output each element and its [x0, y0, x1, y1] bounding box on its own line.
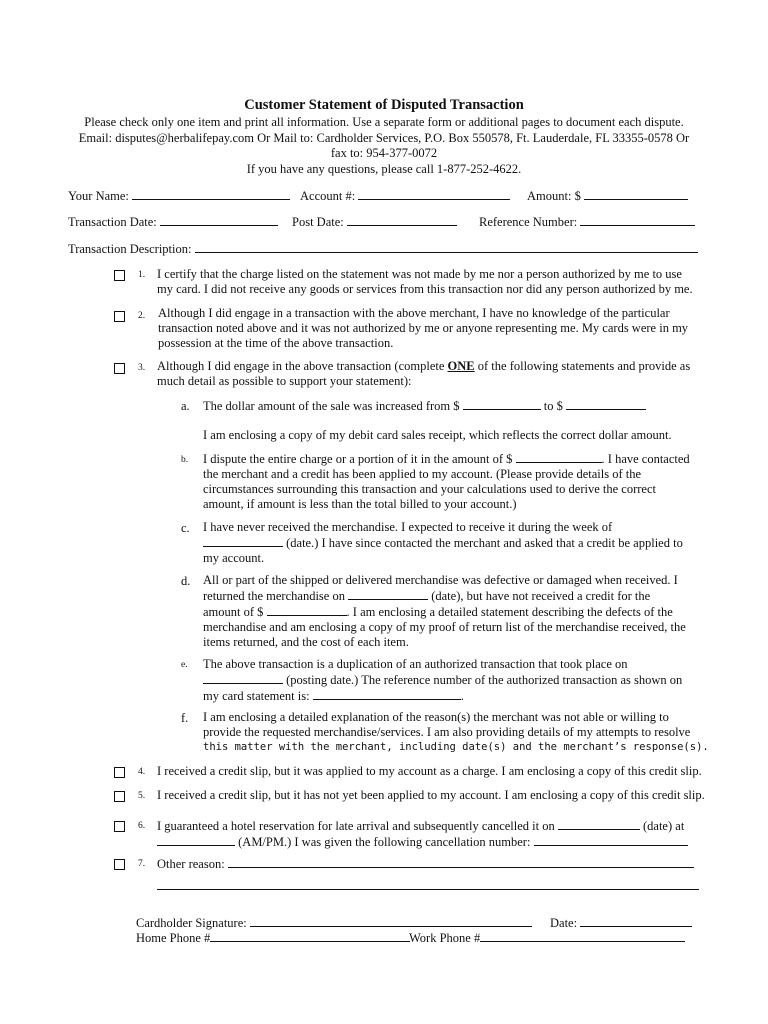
sub-e-text — [203, 657, 682, 704]
instructions-line: Please check only one item and print all information. Use a separate form or additional pages to document each dispute. — [84, 115, 684, 129]
item-5-number: 5. — [138, 791, 146, 801]
item-6-line-1-pre: I guaranteed a hotel reservation for late arrival and subsequently cancelled it on — [157, 819, 558, 833]
your-name-input[interactable] — [132, 188, 290, 200]
sub-d-line-3 — [203, 604, 686, 620]
sub-e-line-2-text: (posting date.) The reference number of the authorized transaction as shown on — [283, 673, 683, 687]
item-3-checkbox[interactable] — [114, 363, 125, 374]
sub-d-line-1: All or part of the shipped or delivered merchandise was defective or damaged when received. I — [203, 573, 678, 587]
item-5-text: I received a credit slip, but it has not yet been applied to my account. I am enclosing a copy of this credit slip. — [157, 788, 705, 802]
sub-d-line-2-pre: returned the merchandise on — [203, 589, 349, 603]
sub-b-pre: I dispute the entire charge or a portion of it in the amount of $ — [203, 452, 516, 466]
phone-line: If you have any questions, please call 1-877-252-4622. — [246, 162, 522, 176]
signature-date-label: Date: — [550, 916, 578, 930]
item-1-line-1: I certify that the charge listed on the statement was not made by me nor a person authorized by me to use — [157, 267, 682, 281]
work-phone-field — [409, 930, 685, 946]
item-7-line-2 — [157, 878, 699, 894]
sub-e-line-2 — [203, 672, 682, 688]
sub-a-pre: The dollar amount of the sale was increased from $ — [203, 399, 463, 413]
sub-f-letter: f. — [181, 711, 189, 725]
sub-d-line-2 — [203, 588, 686, 604]
item-7-number: 7. — [138, 859, 146, 869]
transaction-date-field — [68, 214, 278, 230]
sub-c-line-2-text: (date.) I have since contacted the merchant and asked that a credit be applied to — [283, 536, 683, 550]
sub-a-line-1 — [203, 398, 672, 414]
item-2-line-3: possession at the time of the above transaction. — [158, 336, 394, 350]
your-name-field — [68, 188, 290, 204]
other-reason-input-1[interactable] — [228, 856, 694, 868]
contact-line: Email: disputes@herbalifepay.com Or Mail to: Cardholder Services, P.O. Box 550578, Ft. Lauderdale, FL 33355-0578 Or — [78, 131, 690, 145]
sub-d-line-4: merchandise and am enclosing a copy of my proof of return list of the merchandise received, the — [203, 620, 686, 634]
sub-e-letter: e. — [181, 660, 188, 670]
item-1-line-2: my card. I did not receive any goods or services from this transaction nor did any person authorized by me. — [157, 282, 693, 296]
signature-input[interactable] — [250, 915, 532, 927]
sub-e-line-3-pre: my card statement is: — [203, 689, 313, 703]
sub-d-letter: d. — [181, 574, 191, 588]
sub-d-line-2-post: (date), but have not received a credit for the — [428, 589, 651, 603]
item-6-time-input[interactable] — [157, 834, 235, 846]
sub-d-line-3-post: . I am enclosing a detailed statement describing the defects of the — [346, 605, 673, 619]
account-input[interactable] — [358, 188, 510, 200]
sub-e-posting-date-input[interactable] — [203, 672, 283, 684]
transaction-date-input[interactable] — [160, 214, 278, 226]
sub-b-line-2: the merchant and a credit has been applied to my account. (Please provide details of the — [203, 467, 642, 481]
item-2-line-1: Although I did engage in a transaction with the above merchant, I have no knowledge of the particular — [158, 306, 670, 320]
home-phone-label: Home Phone # — [136, 931, 211, 945]
item-6-line-2-text: (AM/PM.) I was given the following cancellation number: — [235, 835, 534, 849]
signature-date-input[interactable] — [580, 915, 692, 927]
sub-f-line-2: provide the requested merchandise/services. I am also providing details of my attempts to resolve — [203, 725, 691, 739]
item-4-checkbox[interactable] — [114, 767, 125, 778]
sub-a-text — [203, 398, 672, 443]
sub-b-amount-input[interactable] — [516, 451, 602, 463]
sub-c-text — [203, 520, 683, 566]
item-7-line-1 — [157, 856, 699, 872]
home-phone-field — [136, 930, 410, 946]
signature-date-field — [550, 915, 692, 931]
item-6-number: 6. — [138, 821, 146, 831]
item-4-text: I received a credit slip, but it was applied to my account as a charge. I am enclosing a copy of this credit slip. — [157, 764, 702, 778]
sub-f-line-3: this matter with the merchant, including date(s) and the merchant’s response(s). — [203, 741, 709, 753]
sub-e-line-3-post: . — [460, 689, 464, 703]
item-6-line-2 — [157, 834, 688, 850]
sub-f-text — [203, 710, 709, 755]
account-label: Account #: — [300, 189, 356, 203]
fax-line: fax to: 954-377-0072 — [330, 146, 438, 160]
sub-a-letter: a. — [181, 399, 190, 413]
item-4-number: 4. — [138, 767, 146, 777]
sub-a-mid: to $ — [540, 399, 566, 413]
item-6-checkbox[interactable] — [114, 821, 125, 832]
sub-b-letter: b. — [181, 455, 189, 465]
item-1-number: 1. — [138, 270, 146, 280]
transaction-description-label: Transaction Description: — [68, 242, 192, 256]
item-3-line-2: much detail as possible to support your statement): — [157, 374, 412, 388]
sub-b-text — [203, 451, 690, 512]
other-reason-label: Other reason: — [157, 857, 225, 871]
work-phone-label: Work Phone # — [409, 931, 481, 945]
reference-number-field — [479, 214, 695, 230]
sub-c-line-1: I have never received the merchandise. I expected to receive it during the week of — [203, 520, 613, 534]
reference-number-label: Reference Number: — [479, 215, 578, 229]
item-3-emphasis: ONE — [447, 359, 475, 373]
sub-b-line-4: amount, if amount is less than the total billed to your account.) — [203, 497, 517, 511]
item-1-text — [157, 267, 693, 297]
sub-e-line-1: The above transaction is a duplication of an authorized transaction that took place on — [203, 657, 628, 671]
amount-label: Amount: $ — [527, 189, 581, 203]
item-3-line-1-post: of the following statements and provide as — [474, 359, 691, 373]
item-3-number: 3. — [138, 363, 146, 373]
sub-a-original-amount-input[interactable] — [463, 398, 541, 410]
amount-input[interactable] — [584, 188, 688, 200]
work-phone-input[interactable] — [480, 930, 685, 942]
sub-d-text — [203, 573, 686, 650]
transaction-date-label: Transaction Date: — [68, 215, 157, 229]
sub-b-line-1 — [203, 451, 690, 467]
sub-b-line-3: circumstances surrounding this transaction and your calculations used to derive the correct — [203, 482, 656, 496]
reference-number-input[interactable] — [580, 214, 695, 226]
item-6-line-1 — [157, 818, 688, 834]
item-6-line-1-post: (date) at — [639, 819, 685, 833]
sub-d-amount-input[interactable] — [267, 604, 347, 616]
item-5-checkbox[interactable] — [114, 791, 125, 802]
transaction-description-field — [68, 241, 698, 257]
item-2-number: 2. — [138, 311, 146, 321]
transaction-description-input[interactable] — [195, 241, 698, 253]
item-2-checkbox[interactable] — [114, 311, 125, 322]
sub-e-reference-input[interactable] — [313, 688, 461, 700]
sub-a-new-amount-input[interactable] — [566, 398, 646, 410]
item-6-text — [157, 818, 688, 850]
item-3-line-1 — [157, 359, 690, 374]
sub-c-line-2 — [203, 535, 683, 551]
account-field — [300, 188, 510, 204]
sub-f-line-1: I am enclosing a detailed explanation of the reason(s) the merchant was not able or willing to — [203, 710, 669, 724]
item-2-text — [158, 306, 688, 351]
signature-label: Cardholder Signature: — [136, 916, 247, 930]
post-date-field — [292, 214, 457, 230]
form-title: Customer Statement of Disputed Transaction — [244, 97, 524, 113]
sub-c-date-input[interactable] — [203, 535, 283, 547]
post-date-label: Post Date: — [292, 215, 344, 229]
item-3-text — [157, 359, 690, 389]
sub-d-line-5: items returned, and the cost of each item. — [203, 635, 409, 649]
sub-d-line-3-pre: amount of $ — [203, 605, 267, 619]
your-name-label: Your Name: — [68, 189, 129, 203]
home-phone-input[interactable] — [210, 930, 410, 942]
item-1-checkbox[interactable] — [114, 270, 125, 281]
item-6-cancel-date-input[interactable] — [558, 818, 640, 830]
item-6-cancellation-number-input[interactable] — [534, 834, 688, 846]
sub-b-post: . I have contacted — [601, 452, 690, 466]
signature-field — [136, 915, 532, 931]
sub-c-line-3: my account. — [203, 551, 265, 565]
item-7-checkbox[interactable] — [114, 859, 125, 870]
item-3-line-1-pre: Although I did engage in the above transaction (complete — [157, 359, 448, 373]
sub-a-line-2: I am enclosing a copy of my debit card sales receipt, which reflects the correct dollar amount. — [203, 428, 672, 442]
item-7-text — [157, 856, 699, 894]
amount-field — [527, 188, 688, 204]
sub-e-line-3 — [203, 688, 682, 704]
item-2-line-2: transaction noted above and it was not authorized by me or anyone representing me. My cards were in my — [158, 321, 689, 335]
other-reason-input-2[interactable] — [157, 878, 699, 890]
sub-c-letter: c. — [181, 521, 190, 535]
sub-d-return-date-input[interactable] — [348, 588, 428, 600]
post-date-input[interactable] — [347, 214, 457, 226]
